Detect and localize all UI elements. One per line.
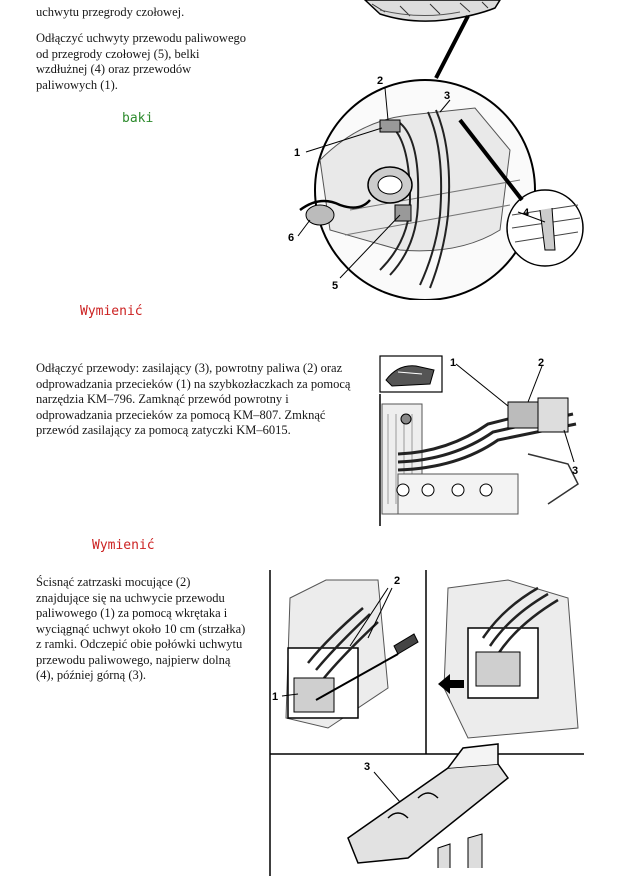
section2-paragraph (36, 361, 371, 439)
paragraph-line: znajdujące się na uchwycie przewodu (36, 590, 225, 605)
note-baki: baki (122, 111, 154, 126)
paragraph-line: Odłączyć uchwyty przewodu paliwowego (36, 31, 246, 45)
callout-5: 5 (332, 280, 339, 292)
paragraph-line: odprowadzania przecieków (1) na szybkozłaczkach za pomocą (36, 376, 351, 391)
paragraph-line: narzędzia KM–796. Zamknąć przewód powrotny i (36, 392, 289, 406)
section1-paragraph (36, 31, 266, 93)
figure-fuel-line-brackets (260, 0, 600, 300)
paragraph-line: odprowadzania przecieków za pomocą KM–807. Zmknąć (36, 407, 326, 422)
note-replace-2: Wymienić (92, 538, 155, 553)
callout-2: 2 (377, 75, 384, 87)
paragraph-line: wyciągnąć uchwyt około 10 cm (strzałka) (36, 621, 246, 636)
paragraph-line: Ścisnąć zatrzaski mocujące (2) (36, 575, 191, 589)
paragraph-line: przewodu paliwowego, najpierw dolną (36, 652, 231, 667)
callout-2: 2 (394, 575, 401, 587)
paragraph-line: wzdłużnej (4) oraz przewodów (36, 62, 192, 76)
callout-3: 3 (444, 90, 451, 102)
paragraph-line: od przegrody czołowej (5), belki (36, 46, 200, 61)
section3-paragraph (36, 575, 266, 684)
callout-6: 6 (288, 232, 295, 244)
callout-3: 3 (572, 465, 579, 477)
callout-2: 2 (538, 357, 545, 369)
callout-1: 1 (450, 357, 457, 369)
paragraph-line: Odłączyć przewody: zasilający (3), powrotny paliwa (2) oraz (36, 361, 343, 375)
section1-top-line: uchwytu przegrody czołowej. (36, 5, 185, 19)
note-replace-1: Wymienić (80, 304, 143, 319)
paragraph-line: paliwowego (1) za pomocą wkrętaka i (36, 606, 228, 620)
callout-1: 1 (272, 691, 279, 703)
paragraph-line: (4), później górną (3). (36, 668, 147, 682)
paragraph-line: przewód zasilający za pomocą zatyczki KM–6015. (36, 423, 291, 437)
paragraph-line: z ramki. Odczepić obie połówki uchwytu (36, 637, 243, 651)
figure-quick-connectors (378, 354, 588, 528)
paragraph-line: paliwowych (1). (36, 77, 118, 92)
callout-3: 3 (364, 761, 371, 773)
callout-4: 4 (523, 207, 530, 219)
callout-1: 1 (294, 147, 301, 159)
figure-bracket-release (268, 568, 584, 876)
